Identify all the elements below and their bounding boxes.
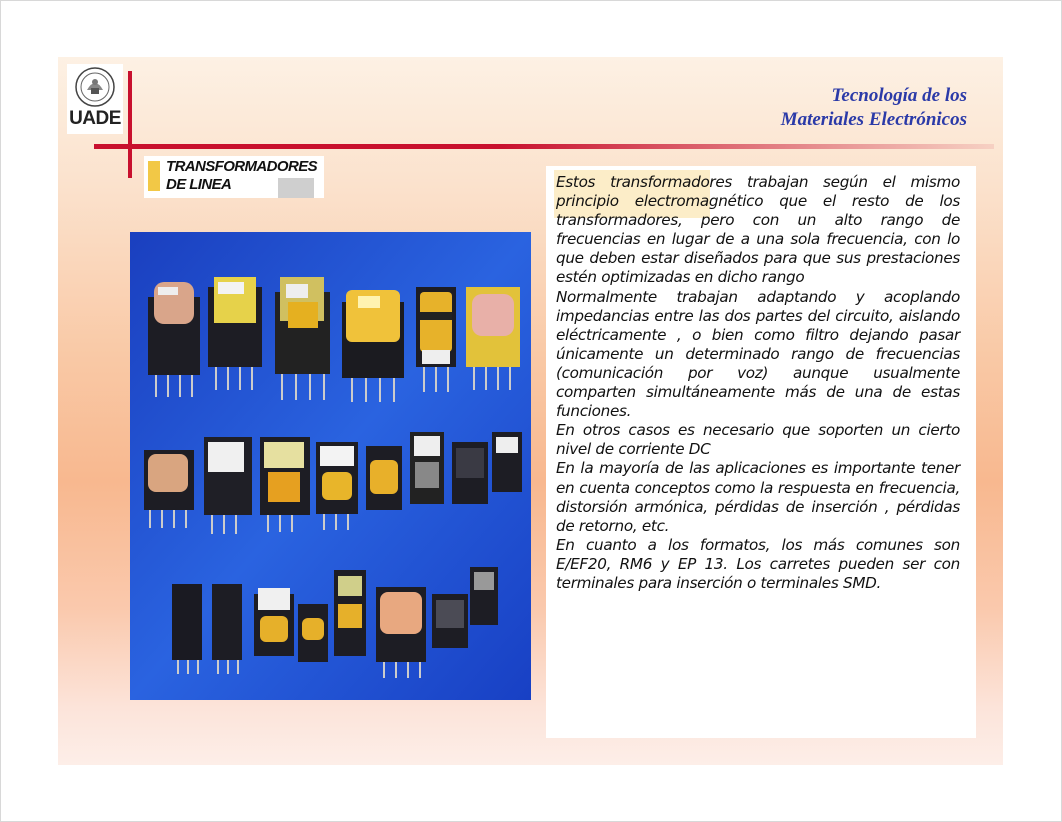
section-yellow-bar (148, 161, 160, 191)
description-box (546, 166, 976, 738)
logo-text: UADE (69, 108, 121, 129)
section-label-line2: DE LINEA (166, 176, 232, 193)
section-label (166, 158, 317, 194)
section-heading (144, 156, 324, 198)
course-title-line1: Tecnología de los (831, 85, 967, 106)
section-label-line1: TRANSFORMADORES (166, 158, 317, 175)
transformer-13 (452, 442, 488, 504)
description-text (556, 173, 960, 593)
transformer-11 (366, 446, 402, 510)
paragraph-2: Normalmente trabajan adaptando y acoplando impedancias entre las dos partes del circuito, aislando eléctricamente , o bien como filtro dejando pasar únicamente un determinado rango de frecuencias (comunicación por voz) aunque usualmente comparten simultáneamente más de una de estas funciones. (556, 287, 960, 421)
transformer-17 (254, 588, 294, 656)
university-seal-icon (72, 66, 118, 108)
transformer-21 (432, 594, 468, 648)
paragraph-1: Estos transformadores trabajan según el mismo principio electromagnético que el resto de los transformadores, pero con un alto rango de frecuencias en lugar de a una sola frecuencia, con lo que deben estar diseñados para que sus prestaciones estén optimizadas en dicho rango (556, 173, 960, 287)
course-title (781, 84, 967, 132)
transformer-19 (334, 570, 366, 656)
transformer-12 (410, 432, 444, 504)
paragraph-3: En otros casos es necesario que soporten un cierto nivel de corriente DC (556, 421, 960, 459)
accent-horizontal-line (94, 144, 994, 149)
transformer-18 (298, 604, 328, 662)
course-title-line2: Materiales Electrónicos (780, 109, 967, 130)
paragraph-4: En la mayoría de las aplicaciones es importante tener en cuenta conceptos como la respuesta en frecuencia, distorsión armónica, pérdidas de inserción , pérdidas de retorno, etc. (556, 459, 960, 535)
transformer-14 (492, 432, 522, 492)
uade-logo (67, 64, 123, 134)
accent-vertical-line (128, 71, 132, 178)
paragraph-5: En cuanto a los formatos, los más comunes son E/EF20, RM6 y EP 13. Los carretes pueden ser con terminales para inserción o terminales SMD. (556, 535, 960, 592)
transformer-22 (470, 567, 498, 625)
transformers-photo (130, 232, 531, 700)
